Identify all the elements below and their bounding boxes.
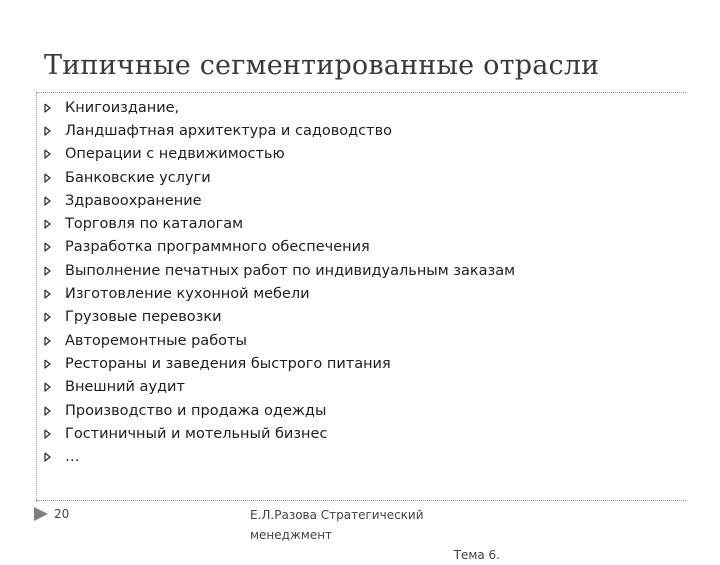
page-marker-icon [34, 507, 48, 521]
title-divider [36, 92, 686, 93]
bullet-text: Ландшафтная архитектура и садоводство [65, 122, 393, 139]
bullet-text: Разработка программного обеспечения [65, 239, 370, 256]
bullet-item [44, 259, 515, 282]
bullet-item [44, 329, 515, 352]
bullet-item [44, 166, 515, 189]
bullet-text: Внешний аудит [65, 379, 185, 396]
bullet-item [44, 306, 515, 329]
bullet-text: … [65, 449, 80, 466]
bullet-item [44, 376, 515, 399]
bullet-item [44, 352, 515, 375]
triangle-right-icon [44, 336, 65, 346]
triangle-right-icon [44, 196, 65, 206]
bullet-text: Банковские услуги [65, 169, 211, 186]
triangle-right-icon [44, 219, 65, 229]
bullet-item [44, 422, 515, 445]
triangle-right-icon [44, 173, 65, 183]
triangle-right-icon [44, 452, 65, 462]
bullet-item [44, 143, 515, 166]
bullet-item [44, 212, 515, 235]
bullet-item [44, 399, 515, 422]
triangle-right-icon [44, 359, 65, 369]
triangle-right-icon [44, 289, 65, 299]
triangle-right-icon [44, 242, 65, 252]
footer-caption [250, 505, 500, 565]
footer-divider [36, 500, 686, 501]
bullet-text: Операции с недвижимостью [65, 146, 285, 163]
left-border [36, 92, 37, 502]
triangle-right-icon [44, 382, 65, 392]
bullet-text: Рестораны и заведения быстрого питания [65, 355, 391, 372]
triangle-right-icon [44, 266, 65, 276]
bullet-text: Грузовые перевозки [65, 309, 222, 326]
bullet-text: Книгоиздание, [65, 99, 180, 116]
bullet-text: Изготовление кухонной мебели [65, 286, 310, 303]
bullet-text: Здравоохранение [65, 192, 202, 209]
bullet-text: Гостиничный и мотельный бизнес [65, 425, 328, 442]
triangle-right-icon [44, 126, 65, 136]
bullet-item [44, 119, 515, 142]
bullet-item [44, 96, 515, 119]
bullet-text: Выполнение печатных работ по индивидуальным заказам [65, 262, 516, 279]
triangle-right-icon [44, 312, 65, 322]
bullet-list [44, 96, 515, 469]
bullet-item [44, 189, 515, 212]
footer-topic-line: Тема 6. [453, 548, 500, 562]
bullet-item [44, 445, 515, 468]
triangle-right-icon [44, 149, 65, 159]
bullet-item [44, 282, 515, 305]
slide-title: Типичные сегментированные отрасли [44, 50, 600, 81]
bullet-text: Торговля по каталогам [65, 216, 244, 233]
triangle-right-icon [44, 103, 65, 113]
footer-author-line: Е.Л.Разова Стратегический менеджмент [250, 508, 424, 542]
page-number: 20 [54, 507, 70, 521]
triangle-right-icon [44, 429, 65, 439]
bullet-text: Производство и продажа одежды [65, 402, 327, 419]
triangle-right-icon [44, 406, 65, 416]
bullet-text: Авторемонтные работы [65, 332, 247, 349]
bullet-item [44, 236, 515, 259]
